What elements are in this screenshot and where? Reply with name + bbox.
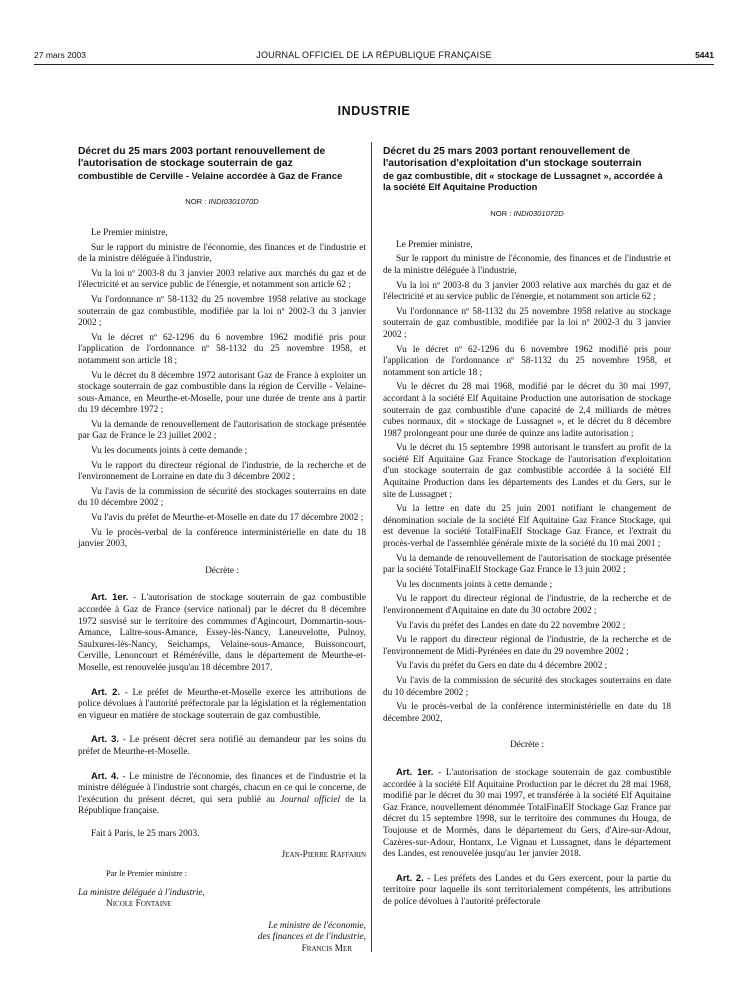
right-nor <box>383 208 671 220</box>
left-article-4-journal: Journal officiel <box>280 794 341 805</box>
left-article-4 <box>78 770 366 818</box>
page-header <box>34 50 714 64</box>
left-decree-title-sub: combustible de Cerville - Velaine accordée à Gaz de France <box>78 169 343 181</box>
left-ministre-deleguee-role: La ministre déléguée à l'industrie, <box>78 887 205 898</box>
right-visa: Vu le décret nº 62-1296 du 6 novembre 1962 modifié pris pour l'application de l'ordonnance nº 58-1132 du 25 novembre 1958, et notamment son article 18 ; <box>383 344 671 378</box>
section-title: INDUSTRIE <box>337 104 411 118</box>
right-decrete: Décrète : <box>510 740 544 751</box>
right-article-2 <box>383 872 671 909</box>
left-article-3-text: - Le présent décret sera notifié au demandeur par les soins du préfet de Meurthe-et-Moselle. <box>78 735 366 757</box>
right-visa: Vu le décret du 15 septembre 1998 autorisant le transfert au profit de la société Elf Aquitaine Gaz France Stockage de l'autorisation d'exploitation d'un stockage souterrain de gaz combustible accordée à la société Elf Aquitaine Production dans les départements des Landes et du Gers, sur le site de Lussagnet ; <box>383 443 671 500</box>
left-visa: Vu le décret nº 62-1296 du 6 novembre 1962 modifié pris pour l'application de l'ordonnance nº 58-1132 du 25 novembre 1958, et notamment son article 18 ; <box>78 332 366 366</box>
left-decree-title-main: Décret du 25 mars 2003 portant renouvellement de l'autorisation de stockage souterrain de gaz <box>78 146 326 169</box>
right-visa: Vu le rapport du directeur régional de l'industrie, de la recherche et de l'environnement d'Aquitaine en date du 30 octobre 2002 ; <box>383 594 671 616</box>
left-article-1-text: - L'autorisation de stockage souterrain de gaz combustible accordée à Gaz de France (service national) par le décret du 8 décembre 1972 susvisé sur le territoire des communes d'Agincourt, Dommartin-sous-Amance, Laître-sous-Amance, Essey-lès-Nancy, Laneuvelotte, Pulnoy, Saulxures-lès-Nancy, Seichamps, Velaine-sous-Amance, Buissoncourt, Cerville, Lenoncourt et Réméréville, dans le département de Meurthe-et-Moselle, est renouvelée jusqu'au 18 décembre 2017. <box>78 593 366 673</box>
header-journal-title: JOURNAL OFFICIEL DE LA RÉPUBLIQUE FRANÇAISE <box>256 50 492 60</box>
left-par-le-premier-ministre: Par le Premier ministre : <box>106 869 188 879</box>
left-decrete: Décrète : <box>205 565 239 576</box>
left-article-3 <box>78 733 366 758</box>
right-visa: Vu le procès-verbal de la conférence interministérielle en date du 18 décembre 2002, <box>383 702 671 724</box>
right-visa: Vu le décret du 28 mai 1968, modifié par le décret du 30 mai 1997, accordant à la société Elf Aquitaine Production une autorisation de stockage souterrain de gaz combustible d'une capacité de 2,4 milliards de mètres cubes normaux, dit « stockage de Lussagnet », et le décret du 8 décembre 1987 prolongeant pour une durée de quinze ans ladite autorisation ; <box>383 382 671 439</box>
left-visa: Le Premier ministre, <box>91 227 168 238</box>
left-visa: Vu la loi nº 2003-8 du 3 janvier 2003 relative aux marchés du gaz et de l'électricité et au service public de l'énergie, et notamment son article 62 ; <box>78 268 366 291</box>
right-column <box>383 146 671 919</box>
left-decree-title <box>78 146 366 181</box>
left-ministre-deleguee <box>78 888 366 911</box>
left-article-1-label: Art. 1er. <box>91 591 129 603</box>
left-nor <box>78 196 366 208</box>
right-visa: Vu l'avis de la commission de sécurité des stockages souterrains en date du 10 décembre 2002 ; <box>383 675 671 698</box>
left-signer: Jean-Pierre Raffarin <box>281 849 366 860</box>
right-visa: Sur le rapport du ministre de l'économie, des finances et de l'industrie et de la ministre déléguée à l'industrie, <box>383 254 671 276</box>
left-nor-code: INDI0301070D <box>208 197 259 207</box>
left-visa: Vu le rapport du directeur régional de l'industrie, de la recherche et de l'environnement de Lorraine en date du 3 décembre 2002 ; <box>78 460 366 483</box>
header-date: 27 mars 2003 <box>34 50 86 60</box>
right-visa: Vu l'avis du préfet des Landes en date du 22 novembre 2002 ; <box>396 620 626 631</box>
header-rule <box>34 64 714 65</box>
right-visa: Vu l'avis du préfet du Gers en date du 4 décembre 2002 ; <box>396 661 608 672</box>
right-visa: Vu les documents joints à cette demande ; <box>396 579 553 590</box>
left-article-4-text: - Le ministre de l'économie, des finances et de l'industrie et la ministre déléguée à l'industrie sont chargés, chacun en ce qui le concerne, de l'exécution du présent décret, qui sera publié au <box>78 771 366 805</box>
right-article-1-label: Art. 1er. <box>396 765 434 777</box>
left-visa: Vu le procès-verbal de la conférence interministérielle en date du 18 janvier 2003, <box>78 527 366 550</box>
right-decree-title <box>383 146 671 193</box>
header-page-number: 5441 <box>695 50 714 60</box>
right-visa: Vu l'ordonnance nº 58-1132 du 25 novembre 1958 relative au stockage souterrain de gaz combustible, modifiée par la loi nº 2002-3 du 3 janvier 2002 ; <box>383 306 671 340</box>
left-article-1 <box>78 591 366 674</box>
right-decree-title-sub: de gaz combustible, dit « stockage de Lussagnet », accordée à la société Elf Aquitaine Production <box>383 169 663 193</box>
left-article-4-text-end: de la République française. <box>78 794 367 817</box>
right-article-1-text: - L'autorisation de stockage souterrain de gaz combustible accordée à la société Elf Aquitaine Production par le décret du 28 mai 1968, modifié par le décret du 30 mai 1997, et transférée à la société Elf Aquitaine Gaz France, nouvellement dénommée TotalFinaElf Stockage Gaz France par décret du 15 septembre 1998, sur le territoire des communes du Houga, de Toujouse et de Mormès, dans le département du Gers, d'Aire-sur-Adour, Cazères-sur-Adour, Hontanx, Le Vignau et Lussagnet, dans le département des Landes, est renouvelée jusqu'au 1er janvier 2018. <box>383 767 671 860</box>
right-decree-title-main: Décret du 25 mars 2003 portant renouvellement de l'autorisation d'exploitation d'un stockage souterrain <box>383 146 642 169</box>
left-visa: Vu la demande de renouvellement de l'autorisation de stockage présentée par Gaz de France le 23 juillet 2002 ; <box>78 419 366 442</box>
left-visa: Vu l'ordonnance nº 58-1132 du 25 novembre 1958 relative au stockage souterrain de gaz combustible, modifiée par la loi nº 2002-3 du 3 janvier 2002 ; <box>78 294 366 329</box>
left-ministre-economie <box>78 921 366 956</box>
right-visa: Vu le rapport du directeur régional de l'industrie, de la recherche et de l'environnement de Midi-Pyrénées en date du 29 novembre 2002 ; <box>383 635 671 657</box>
left-ministre-economie-role-2: des finances et de l'industrie, <box>257 932 366 943</box>
left-article-2-text: - Le préfet de Meurthe-et-Moselle exerce les attributions de police dévolues à l'autorité préfectorale par la législation et la réglementation en vigueur en matière de stockage souterrain de gaz combustible. <box>78 687 366 721</box>
left-visa: Vu les documents joints à cette demande ; <box>91 446 248 457</box>
right-visa: Le Premier ministre, <box>396 239 473 250</box>
left-ministre-economie-role-1: Le ministre de l'économie, <box>268 920 366 931</box>
left-visa: Vu l'avis de la commission de sécurité des stockages souterrains en date du 10 décembre 2002 ; <box>78 486 366 509</box>
right-article-1 <box>383 766 671 861</box>
right-visa: Vu la loi nº 2003-8 du 3 janvier 2003 relative aux marchés du gaz et de l'électricité et au service public de l'énergie, et notamment son article 62 ; <box>383 280 671 303</box>
column-divider <box>371 142 372 952</box>
left-article-2 <box>78 686 366 723</box>
left-visa: Sur le rapport du ministre de l'économie, des finances et de l'industrie et de la ministre déléguée à l'industrie, <box>78 242 366 265</box>
left-ministre-economie-name: Francis Mer <box>301 944 352 955</box>
left-nor-label: NOR : <box>185 197 207 207</box>
left-fait: Fait à Paris, le 25 mars 2003. <box>91 828 200 839</box>
left-article-4-label: Art. 4. <box>91 769 119 781</box>
right-article-2-text: - Les préfets des Landes et du Gers exercent, pour la partie du territoire pour laquelle ils sont territorialement compétents, les attributions de police dévolues à l'autorité préfectorale <box>383 873 671 907</box>
left-column <box>78 146 366 966</box>
right-visa: Vu la demande de renouvellement de l'autorisation de stockage présentée par la société TotalFinaElf Stockage Gaz France le 13 juin 2002 ; <box>383 553 671 576</box>
left-visa: Vu l'avis du préfet de Meurthe-et-Moselle en date du 17 décembre 2002 ; <box>91 513 364 524</box>
left-article-2-label: Art. 2. <box>91 685 120 697</box>
left-article-3-label: Art. 3. <box>91 733 119 745</box>
right-visa: Vu la lettre en date du 25 juin 2001 notifiant le changement de dénomination sociale de la société Elf Aquitaine Gaz France Stockage, qui est devenue la société TotalFinaElf Stockage Gaz France, et l'extrait du procès-verbal de l'assemblée générale mixte de la société du 10 mai 2001 ; <box>383 504 671 550</box>
right-nor-label: NOR : <box>490 209 512 219</box>
left-visa: Vu le décret du 8 décembre 1972 autorisant Gaz de France à exploiter un stockage souterrain de gaz combustible dans la région de Cerville - Velaine-sous-Amance, en Meurthe-et-Moselle, pour une durée de trente ans à partir du 19 décembre 1972 ; <box>78 370 366 416</box>
right-article-2-label: Art. 2. <box>396 871 424 883</box>
left-ministre-deleguee-name: Nicole Fontaine <box>106 899 172 910</box>
right-nor-code: INDI0301072D <box>513 209 564 219</box>
